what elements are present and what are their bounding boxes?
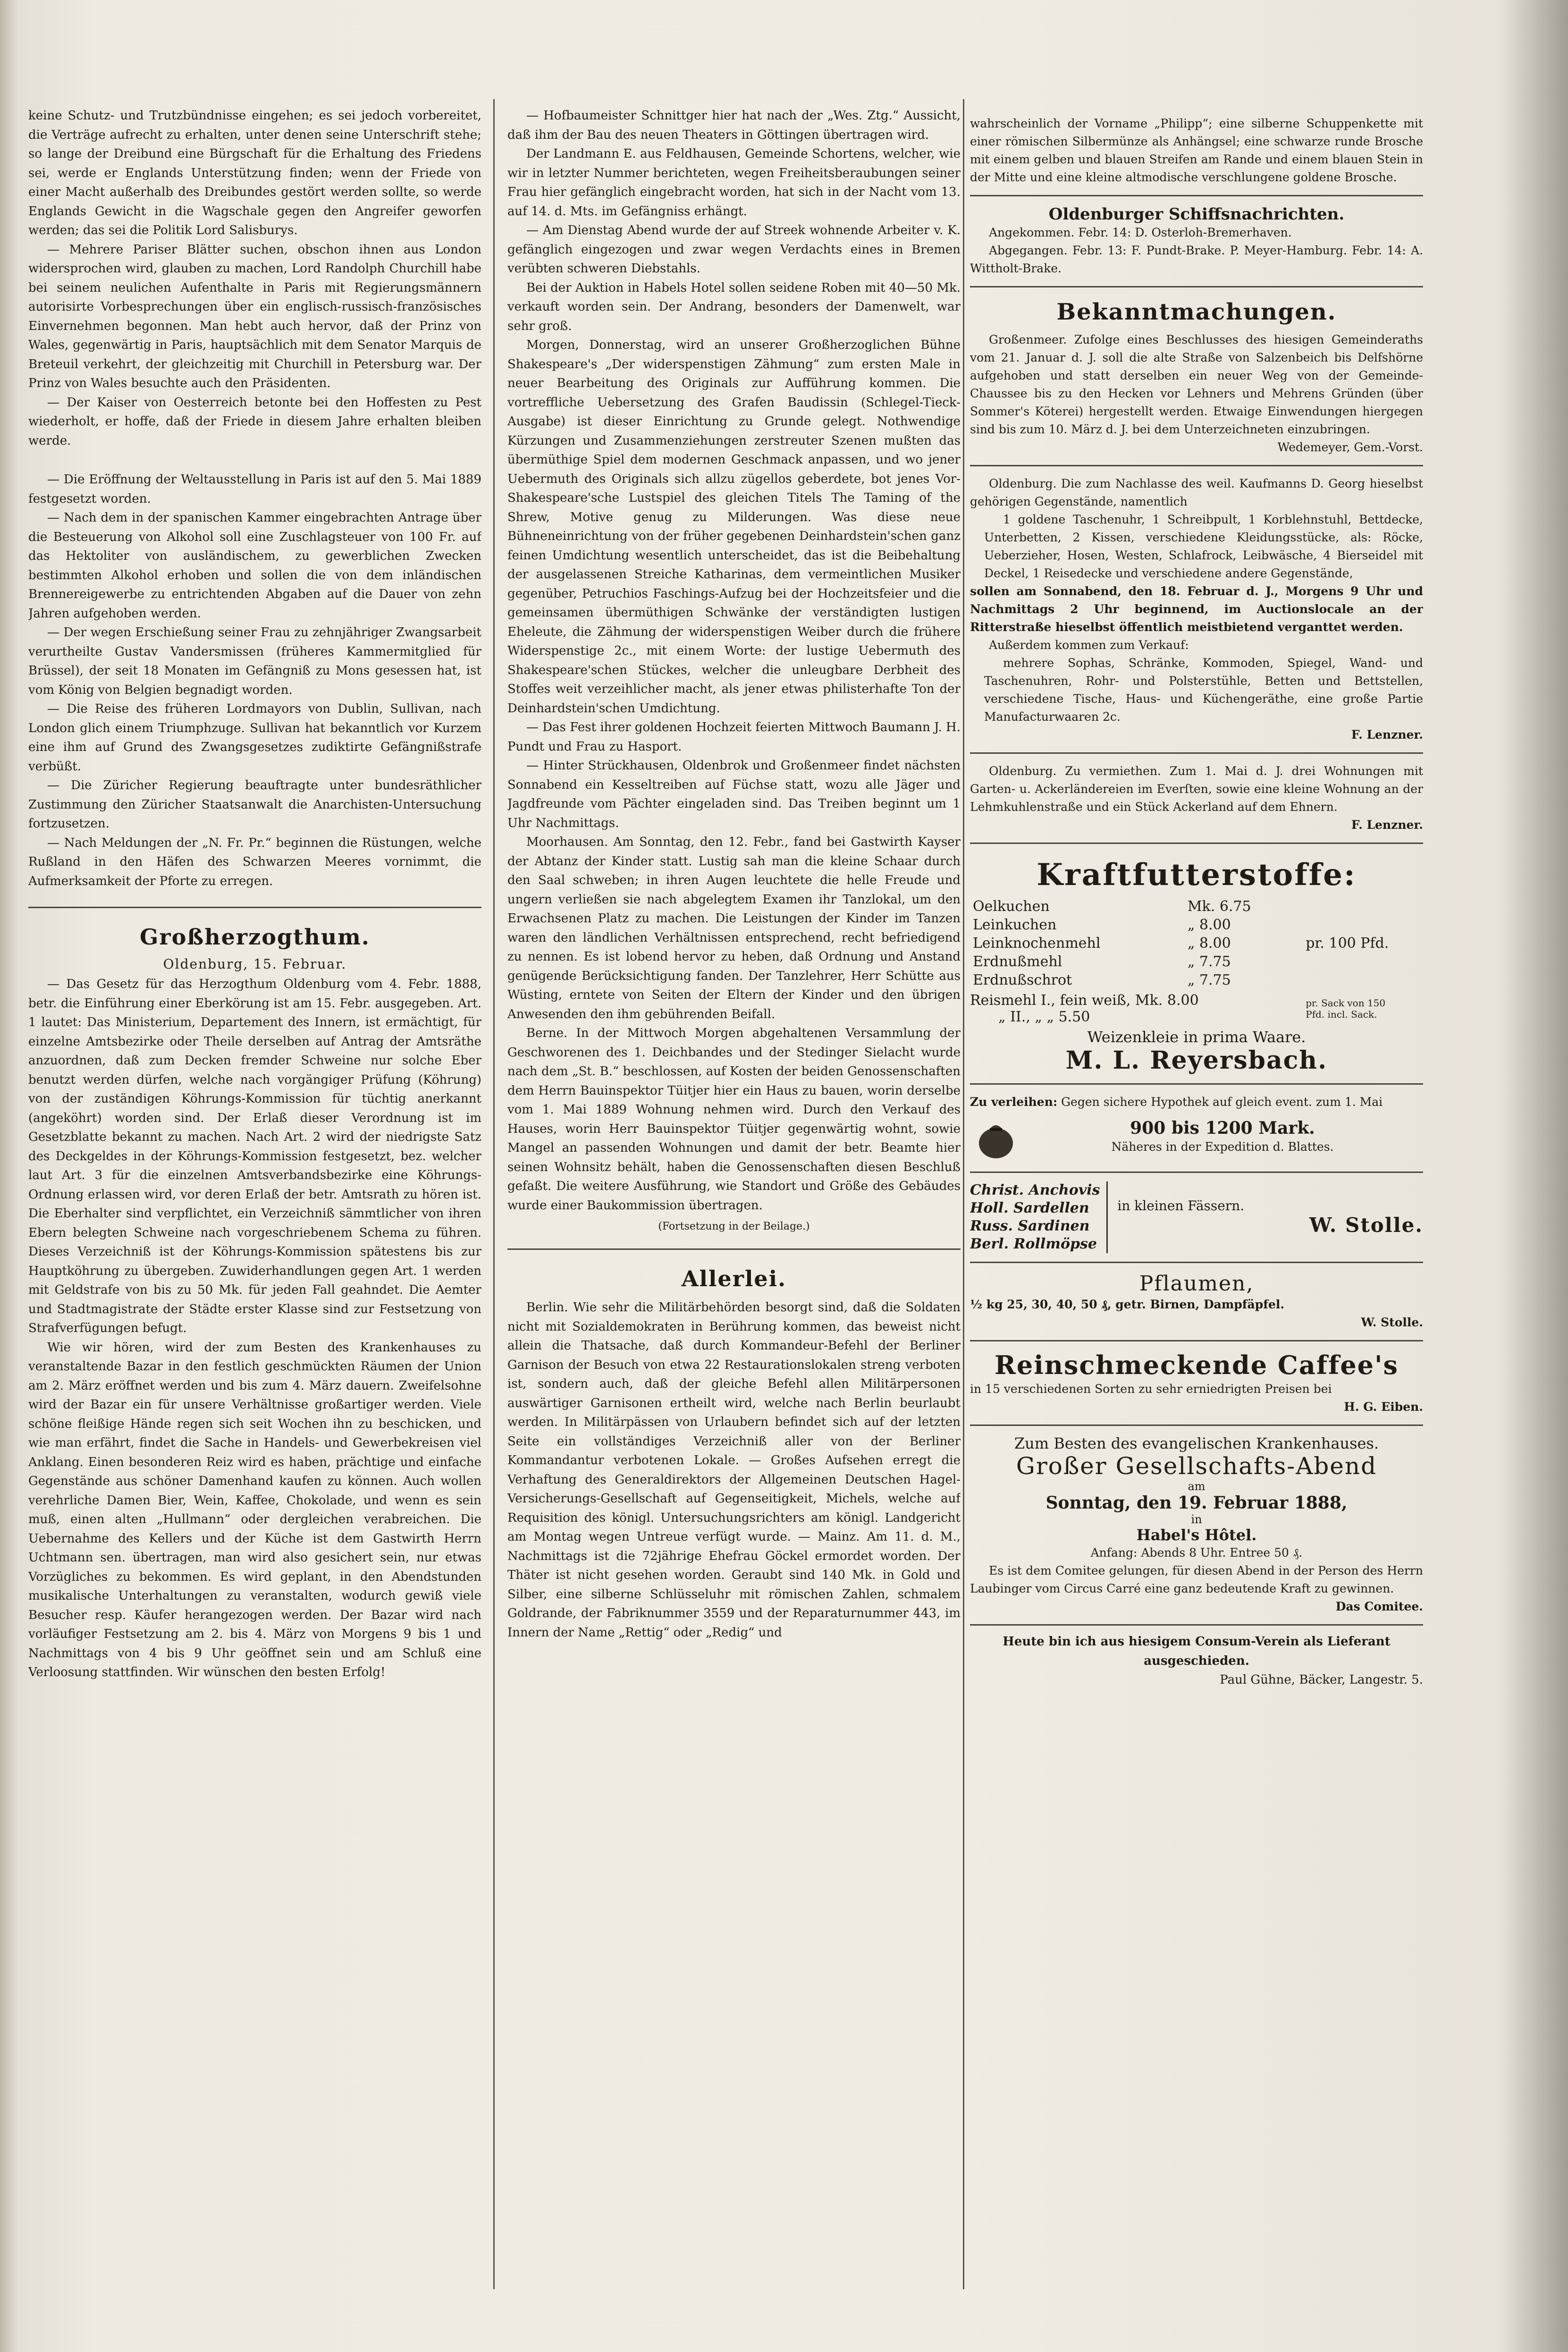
announcement xyxy=(970,287,1423,466)
article-continuation xyxy=(970,106,1423,196)
auction-notice xyxy=(970,466,1423,754)
signature: F. Lenzner. xyxy=(1351,818,1423,832)
binding-edge xyxy=(0,0,19,2352)
feed-ad xyxy=(970,844,1423,1085)
article-text: — Nach dem in der spanischen Kammer eingebrachten Antrage über die Besteuerung von Alkohol soll eine Zuschlagsteuer von 100 Fr. auf das Hektoliter von ausländischem, zu gewerblichen Zwecken bestimmten Alkohol erhoben und sollen die von dem inländischen Brennereigewerbe zu entrichtenden Abgaben auf die Dauer von zehn Jahren aufgehoben werden. xyxy=(28,511,481,621)
continuation-note: (Fortsetzung in der Beilage.) xyxy=(658,1221,810,1232)
fish-list xyxy=(970,1181,1108,1253)
signature: Paul Gühne, Bäcker, Langestr. 5. xyxy=(1220,1673,1423,1687)
loan-amount: 900 bis 1200 Mark. xyxy=(1130,1118,1315,1138)
article-text: — Die Reise des früheren Lordmayors von Dublin, Sullivan, nach London glich einem Triumphzuge. Sullivan hat bekanntlich vor Kurzem eine ihm auf Grund des Zwangsgesetzes zudiktirte Gefängnißstrafe verbüßt. xyxy=(28,702,481,774)
rent-notice xyxy=(970,754,1423,844)
list-item: Berl. Rollmöpse xyxy=(970,1236,1097,1252)
column-2 xyxy=(507,106,961,2296)
section-heading: Großherzogthum. xyxy=(140,924,370,950)
event-title: Großer Gesellschafts-Abend xyxy=(1016,1452,1377,1480)
article-text: — Hinter Strückhausen, Oldenbrok und Großenmeer findet nächsten Sonnabend ein Kesseltreiben auf Füchse statt, wozu alle Jäger und Jagdfreunde vom Pächter eingeladen sind. Das Treiben beginnt um 1 Uhr Nachmittags. xyxy=(507,759,961,830)
ship-news-title: Oldenburger Schiffsnachrichten. xyxy=(1048,205,1345,224)
merchant-name: W. Stolle. xyxy=(1309,1214,1423,1237)
table-row: Oelkuchen Mk. 6.75 xyxy=(973,898,1251,915)
article-text: Morgen, Donnerstag, wird an unserer Großherzoglichen Bühne Shakespeare's „Der widerspenstigen Zähmung“ zum ersten Male in neuer Bearbeitung des Originals zur Aufführung kommen. Die vortreffliche Uebersetzung des Grafen Baudissin (Schlegel-Tieck-Ausgabe) ist dieser Einrichtung zu Grunde gelegt. Nothwendige Kürzungen und Zusammenziehungen zerstreuter Szenen mußten das übermüthige Spiel dem modernen Geschmack anpassen, und wo jener Uebermuth des Originals sich allzu zügellos geberdete, bot jenes Vor-Shakespeare'sche Lustspiel des gleichen Titels The Taming of the Shrew, Motive genug zu Milderungen. Was diese neue Bühneneinrichtung von der früher gegebenen Deinhardstein'schen ganz feinen Umdichtung wesentlich unterscheidet, das ist die Beibehaltung der ausgelassenen Streiche Katharinas, dem vermeintlichen Musiker gegenüber, Petruchios Faschings-Aufzug bei der Hochzeitsfeier und die gemeinsamen übermüthigen Schwänke der verständigten lustigen Eheleute, die Zähmung der widerspenstigen Weiber durch die frühere Widerspenstige 2c., mit einem Worte: der lustige Uebermuth des Shakespeare'schen Stückes, welcher die unleugbare Derbheit des Stoffes weit verzeihlicher macht, als jener etwas philisterhafte Ton der Deinhardstein'schen Umdichtung. xyxy=(507,338,961,716)
list-item: Christ. Anchovis xyxy=(970,1182,1100,1198)
article-text: Berne. In der Mittwoch Morgen abgehaltenen Versammlung der Geschworenen des 1. Deichbandes und der Stedinger Sielacht wurde nach dem „St. B.“ beschlossen, auf Kosten der beiden Genossenschaften dem Herrn Bauinspektor Tüitjer hier ein Haus zu bauen, worin derselbe vom 1. Mai 1889 Wohnung nehmen wird. Durch den Verkauf des Hauses, worin Herr Bauinspektor Tüitjer gegenwärtig wohnt, sowie Mangel an passenden Wohnungen und damit der betr. Beamte hier seinen Wohnsitz behält, haben die Genossenschaften diesen Beschluß gefaßt. Die weitere Ausführung, wie Standort und Größe des Gebäudes wurde einer Baukommission übertragen. xyxy=(507,1026,961,1213)
article-text: — Der Kaiser von Oesterreich betonte bei den Hoffesten zu Pest wiederholt, er hoffe, daß der Friede in diesem Jahre erhalten bleiben werde. xyxy=(28,395,481,448)
table-row: Erdnußschrot „ 7.75 xyxy=(973,972,1231,988)
ship-news-line: Angekommen. Febr. 14: D. Osterloh-Bremerhaven. xyxy=(989,226,1292,239)
auction-when: sollen am Sonnabend, den 18. Februar d. J., Morgens 9 Uhr und Nachmittags 2 Uhr beginnend, im Auctionslocale an der Ritterstraße hieselbst öffentlich meistbietend verganttet werden. xyxy=(970,584,1423,634)
article-text: Moorhausen. Am Sonntag, den 12. Febr., fand bei Gastwirth Kayser der Abtanz der Kinder statt. Lustig sah man die kleine Schaar durch den Saal schweben; in ihren Augen leuchtete die helle Freude und ungern verließen sie nach abgelegtem Examen ihr Tanzlokal, um den Erwachsenen Platz zu machen. Die Leistungen der Kinder im Tanzen waren den ländlichen Verhältnissen entsprechend, recht befriedigend zu nennen. Es ist lobend hervor zu heben, daß Ordnung und Anstand genügende Berücksichtigung fanden. Der Tanzlehrer, Herr Schütte aus Wüsting, erntete von Seiten der Eltern der Kinder und den übrigen Anwesenden den ihm gebührenden Beifall. xyxy=(507,835,961,1021)
money-bag-icon xyxy=(970,1111,1022,1163)
article-text: — Nach Meldungen der „N. Fr. Pr.“ beginnen die Rüstungen, welche Rußland in den Häfen des Schwarzen Meeres vornimmt, die Aufmerksamkeit der Pforte zu erregen. xyxy=(28,835,481,888)
article-text: — Am Dienstag Abend wurde der auf Streek wohnende Arbeiter v. K. gefänglich eingezogen und zwar wegen Verdachts eines in Bremen verübten schweren Diebstahls. xyxy=(507,223,961,276)
plums-ad xyxy=(970,1263,1423,1341)
article-text: — Das Gesetz für das Herzogthum Oldenburg vom 4. Febr. 1888, betr. die Einführung einer Eberkörung ist am 15. Febr. ausgegeben. Art. 1 lautet: Das Ministerium, Departement des Innern, ist ermächtigt, für einzelne Amtsbezirke oder Theile derselben auf Antrag der Amtsräthe anzuordnen, daß zum Decken fremder Schweine nur solche Eber benutzt werden dürfen, welche nach vorgängiger Prüfung (Köhrung) von der zuständigen Köhrungs-Kommission für tüchtig anerkannt (angeköhrt) worden sind. Der Erlaß dieser Verordnung ist im Gesetzblatte bekannt zu machen. Nach Art. 2 wird der niedrigste Satz des Deckgeldes in der Köhrungs-Kommission festgesetzt, bez. welcher laut Art. 3 für die einzelnen Amtsverbandsbezirke eine Köhrungs-Ordnung erlassen wird, vor deren Erlaß der betr. Amtsrath zu hören ist. Die Eberhalter sind verpflichtet, ein Verzeichniß sämmtlicher von ihren Ebern belegten Schweine nach vorgeschriebenem Schema zu führen. Dieses Verzeichniß ist der Köhrungs-Kommission spätestens bis zur Hauptköhrung zu übergeben. Zuwiderhandlungen gegen Art. 1 werden mit Geldstrafe von bis zu 50 Mk. für jeden Fall geahndet. Die Aemter und Stadtmagistrate der Städte erster Klasse sind zur Festsetzung von Strafverfügungen befugt. xyxy=(28,977,481,1335)
article-text: Der Landmann E. aus Feldhausen, Gemeinde Schortens, welcher, wie wir in letzter Nummer berichteten, wegen Freiheitsberaubungen seiner Frau hier gefänglich eingebracht worden, hat sich in der Nacht vom 13. auf 14. d. Mts. im Gefängniss erhängt. xyxy=(507,147,961,219)
article-text: — Die Züricher Regierung beauftragte unter bundesräthlicher Zustimmung den Züricher Staatsanwalt die Anarchisten-Untersuchung fortzusetzen. xyxy=(28,778,481,831)
signature: Das Comitee. xyxy=(1335,1600,1423,1613)
article-text: Wie wir hören, wird der zum Besten des Krankenhauses zu veranstaltende Bazar in den festlich geschmückten Räumen der Union am 2. März eröffnet werden und bis zum 4. März dauern. Zweifelsohne wird der Bazar ein für unsere Verhältnisse großartiger werden. Viele schöne fleißige Hände regen sich seit Wochen ihn zu beschicken, und wie man erfährt, findet die Sache in Handels- und Gewerbekreisen viel Anklang. Einen besonderen Reiz wird es haben, prächtige und einfache Gegenstände aus schöner Damenhand kaufen zu können. Auch wollen verehrliche Damen Bier, Wein, Kaffee, Chokolade, und wenn es sein muß, einen alten „Hullmann“ oder dergleichen verabreichen. Die Uebernahme des Kellers und der Küche ist dem Gastwirth Herrn Uchtmann sen. übertragen, man wird also gesichert sein, nur etwas Vorzügliches zu bekommen. Es wird geplant, in den Abendstunden musikalische Unterhaltungen zu veranstalten, wodurch gewiß viele Besucher resp. Käufer herangezogen werden. Der Bazar wird nach vorläufiger Festsetzung am 2. bis 4. März von Morgens 9 bis 1 und Nachmittags von 4 bis 9 Uhr geöffnet sein und am Schluß eine Verloosung stattfinden. Wir wünschen den besten Erfolg! xyxy=(28,1340,481,1679)
wheat-bran: Weizenkleie in prima Waare. xyxy=(1087,1028,1306,1046)
announcements-title: Bekanntmachungen. xyxy=(1056,299,1337,325)
list-item: Russ. Sardinen xyxy=(970,1218,1090,1234)
loan-ad xyxy=(970,1085,1423,1173)
event-venue: Habel's Hôtel. xyxy=(1136,1526,1257,1544)
consum-notice xyxy=(970,1626,1423,1696)
divider xyxy=(28,907,481,908)
article-text: — Der wegen Erschießung seiner Frau zu zehnjähriger Zwangsarbeit verurtheilte Gustav Vandersmissen (früheres Kammermitglied für Brüssel), der seit 18 Monaten im Gefängniß zu Mons gesessen hat, ist vom König von Belgien begnadigt worden. xyxy=(28,625,481,697)
signature: F. Lenzner. xyxy=(1351,728,1423,742)
am-text: am xyxy=(1188,1480,1206,1493)
article-text: Bei der Auktion in Habels Hotel sollen seidene Roben mit 40—50 Mk. verkauft worden sein. Der Andrang, besonders der Damenwelt, war sehr groß. xyxy=(507,280,961,333)
section-heading: Allerlei. xyxy=(681,1266,787,1291)
coffee-ad xyxy=(970,1341,1423,1426)
table-row: Erdnußmehl „ 7.75 xyxy=(973,953,1231,970)
rice-meal-2: „ II., „ „ 5.50 xyxy=(998,1009,1090,1025)
loan-lead: Zu verleihen: xyxy=(970,1095,1058,1109)
article-text: — Hofbaumeister Schnittger hier hat nach der „Wes. Ztg.“ Aussicht, daß ihm der Bau des neuen Theaters in Göttingen übertragen wird. xyxy=(507,109,961,142)
price-table xyxy=(970,897,1296,989)
loan-info: Näheres in der Expedition d. Blattes. xyxy=(1111,1140,1334,1154)
stolle-ad xyxy=(970,1173,1423,1263)
column-1 xyxy=(28,106,481,2296)
charity-line: Zum Besten des evangelischen Krankenhauses. xyxy=(1014,1434,1379,1452)
rice-note: pr. Sack von 150 Pfd. incl. Sack. xyxy=(1306,997,1386,1020)
column-rule-1 xyxy=(493,99,495,2289)
merchant-name: W. Stolle. xyxy=(1361,1315,1423,1329)
merchant-name: H. G. Eiben. xyxy=(1344,1400,1423,1414)
rice-meal-1: Reismehl I., fein weiß, Mk. 8.00 xyxy=(970,992,1199,1009)
auction-intro: Oldenburg. Die zum Nachlasse des weil. Kaufmanns D. Georg hieselbst gehörigen Gegenstände, namentlich xyxy=(970,477,1423,508)
ship-news xyxy=(970,196,1423,287)
firm-name: M. L. Reyersbach. xyxy=(1065,1046,1328,1075)
table-row: Leinknochenmehl „ 8.00 xyxy=(973,935,1231,952)
barrel-note: in kleinen Fässern. xyxy=(1117,1198,1245,1214)
column-rule-2 xyxy=(963,99,964,2289)
article-text: — Mehrere Pariser Blätter suchen, obschon ihnen aus London widersprochen wird, glauben zu machen, Lord Randolph Churchill habe bei seinem neulichen Aufenthalte in Paris mit Regierungsmännern autorisirte Vorbesprechungen über ein englisch-russisch-französisches Einvernehmen begonnen. Man hebt auch hervor, daß der Prinz von Wales, gegenwärtig in Paris, hauptsächlich mit dem Senator Marquis de Breteuil verkehrt, der gleichzeitig mit Churchill in Petersburg war. Der Prinz von Wales besuchte auch den Präsidenten. xyxy=(28,242,481,390)
ship-news-line: Abgegangen. Febr. 13: F. Pundt-Brake. P. Meyer-Hamburg. Febr. 14: A. Wittholt-Brake. xyxy=(970,244,1423,275)
event-date: Sonntag, den 19. Februar 1888, xyxy=(1045,1493,1348,1513)
per-unit: pr. 100 Pfd. xyxy=(1306,935,1389,952)
list-item: Holl. Sardellen xyxy=(970,1200,1089,1216)
event-time: Anfang: Abends 8 Uhr. Entree 50 ₰. xyxy=(1090,1546,1303,1560)
charity-evening-ad xyxy=(970,1426,1423,1626)
announcement-text: Großenmeer. Zufolge eines Beschlusses des hiesigen Gemeinderaths vom 21. Januar d. J. soll die alte Straße von Salzenbeich bis Delfshörne aufgehoben und statt derselben ein neuer Weg von der Gemeinde-Chaussee bis zu den Hecken vor Lehners und Mehrens Gründen (über Sommer's Köterei) hergestellt werden. Etwaige Einwendungen hiergegen sind bis zum 10. März d. J. bei dem Unterzeichneten einzubringen. xyxy=(970,333,1423,436)
auction-also-items: mehrere Sophas, Schränke, Kommoden, Spiegel, Wand- und Taschenuhren, Rohr- und Polsterstühle, Betten und Bettstellen, verschiedene Tische, Haus- und Küchengeräthe, eine große Partie Manufacturwaaren 2c. xyxy=(984,656,1423,724)
feed-title: Kraftfutterstoffe: xyxy=(1037,857,1357,893)
signature: Wedemeyer, Gem.-Vorst. xyxy=(1277,440,1423,454)
table-row: Leinkuchen „ 8.00 xyxy=(973,917,1231,933)
rent-text: Oldenburg. Zu vermiethen. Zum 1. Mai d. J. drei Wohnungen mit Garten- u. Ackerländereien im Everſten, sowie eine kleine Wohnung an der Lehmkuhlenstraße und ein Stück Ackerland auf dem Ehnern. xyxy=(970,764,1423,814)
page-edge-shadow xyxy=(1497,0,1568,2352)
column-3 xyxy=(970,106,1423,2296)
auction-items: 1 goldene Taschenuhr, 1 Schreibpult, 1 Korblehnstuhl, Bettdecke, Unterbetten, 2 Kissen, verschiedene Kleidungsstücke, als: Röcke, Ueberzieher, Hosen, Westen, Schlafrock, Leibwäsche, 4 Bierseidel mit Deckel, 1 Reisedecke und verschiedene andere Gegenstände, xyxy=(984,513,1423,580)
consum-text: Heute bin ich aus hiesigem Consum-Verein als Lieferant ausgeschieden. xyxy=(1003,1635,1391,1668)
article-text: — Das Fest ihrer goldenen Hochzeit feierten Mittwoch Baumann J. H. Pundt und Frau zu Hasport. xyxy=(507,720,961,754)
article-text: — Die Eröffnung der Weltausstellung in Paris ist auf den 5. Mai 1889 festgesetzt worden. xyxy=(28,472,481,506)
plums-title: Pflaumen, xyxy=(1139,1272,1254,1296)
dateline: Oldenburg, 15. Februar. xyxy=(163,956,347,972)
in-text: in xyxy=(1191,1513,1202,1526)
loan-text: Gegen sichere Hypothek auf gleich event. zum 1. Mai xyxy=(1061,1095,1383,1109)
article-text: Berlin. Wie sehr die Militärbehörden besorgt sind, daß die Soldaten nicht mit Sozialdemokraten in Berührung kommen, das beweist nicht allein die Thatsache, daß durch Kommandeur-Befehl der Berliner Garnison der Besuch von etwa 22 Restaurationslokalen streng verboten ist, sondern auch, daß der gleiche Befehl allen Militärpersonen auswärtiger Garnisonen ertheilt wird, welche nach Berlin beurlaubt werden. In Militärpässen von Urlaubern befindet sich auf der letzten Seite ein vollständiges Verzeichniß aller von der Berliner Kommandantur verbotenen Lokale. — Großes Aufsehen erregt die Verhaftung des Generaldirektors der Allgemeinen Deutschen Hagel-Versicherungs-Gesellschaft auf Gegenseitigkeit, Michels, welche auf Requisition des königl. Untersuchungsrichters am königl. Landgericht am Montag wegen Untreue verfügt wurde. — Mainz. Am 11. d. M., Nachmittags ist die 72jährige Ehefrau Göckel ermordet worden. Der Thäter ist nicht gesehen worden. Geraubt sind 140 Mk. in Gold und Silber, eine silberne Schlüsseluhr mit römischen Zahlen, schmalem Goldrande, der Fabriknummer 3559 und der Reparaturnummer 443, im Innern der Name „Rettig“ oder „Redig“ und xyxy=(507,1300,961,1640)
plums-text: ½ kg 25, 30, 40, 50 ₰, getr. Birnen, Dampfäpfel. xyxy=(970,1298,1285,1311)
divider xyxy=(28,460,481,461)
article-text: keine Schutz- und Trutzbündnisse eingehen; es sei jedoch vorbereitet, die Verträge aufrecht zu erhalten, unter denen seine Unterschrift stehe; so lange der Dreibund eine Bürgschaft für die Erhaltung des Friedens sei, werde er Englands Unterstützung finden; wenn der Friede von einer Macht außerhalb des Dreibundes gestört werden sollte, so werde Englands Gewicht in die Wagschale gegen den Angreifer geworfen werden; das sei die Politik Lord Salisburys. xyxy=(28,109,481,237)
coffee-text: in 15 verschiedenen Sorten zu sehr erniedrigten Preisen bei xyxy=(970,1382,1332,1396)
divider xyxy=(507,1248,961,1250)
article-text: wahrscheinlich der Vorname „Philipp“; eine silberne Schuppenkette mit einer römischen Silbermünze als Anhängsel; eine schwarze runde Brosche mit einem gelben und blauen Streifen am Rande und einem blauen Stein in der Mitte und eine kleine altmodische verschlungene goldene Brosche. xyxy=(970,117,1423,184)
coffee-title: Reinschmeckende Caffee's xyxy=(995,1350,1399,1380)
event-text: Es ist dem Comitee gelungen, für diesen Abend in der Person des Herrn Laubinger vom Circus Carré eine ganz bedeutende Kraft zu gewinnen. xyxy=(970,1564,1423,1595)
auction-also: Außerdem kommen zum Verkauf: xyxy=(989,638,1189,652)
